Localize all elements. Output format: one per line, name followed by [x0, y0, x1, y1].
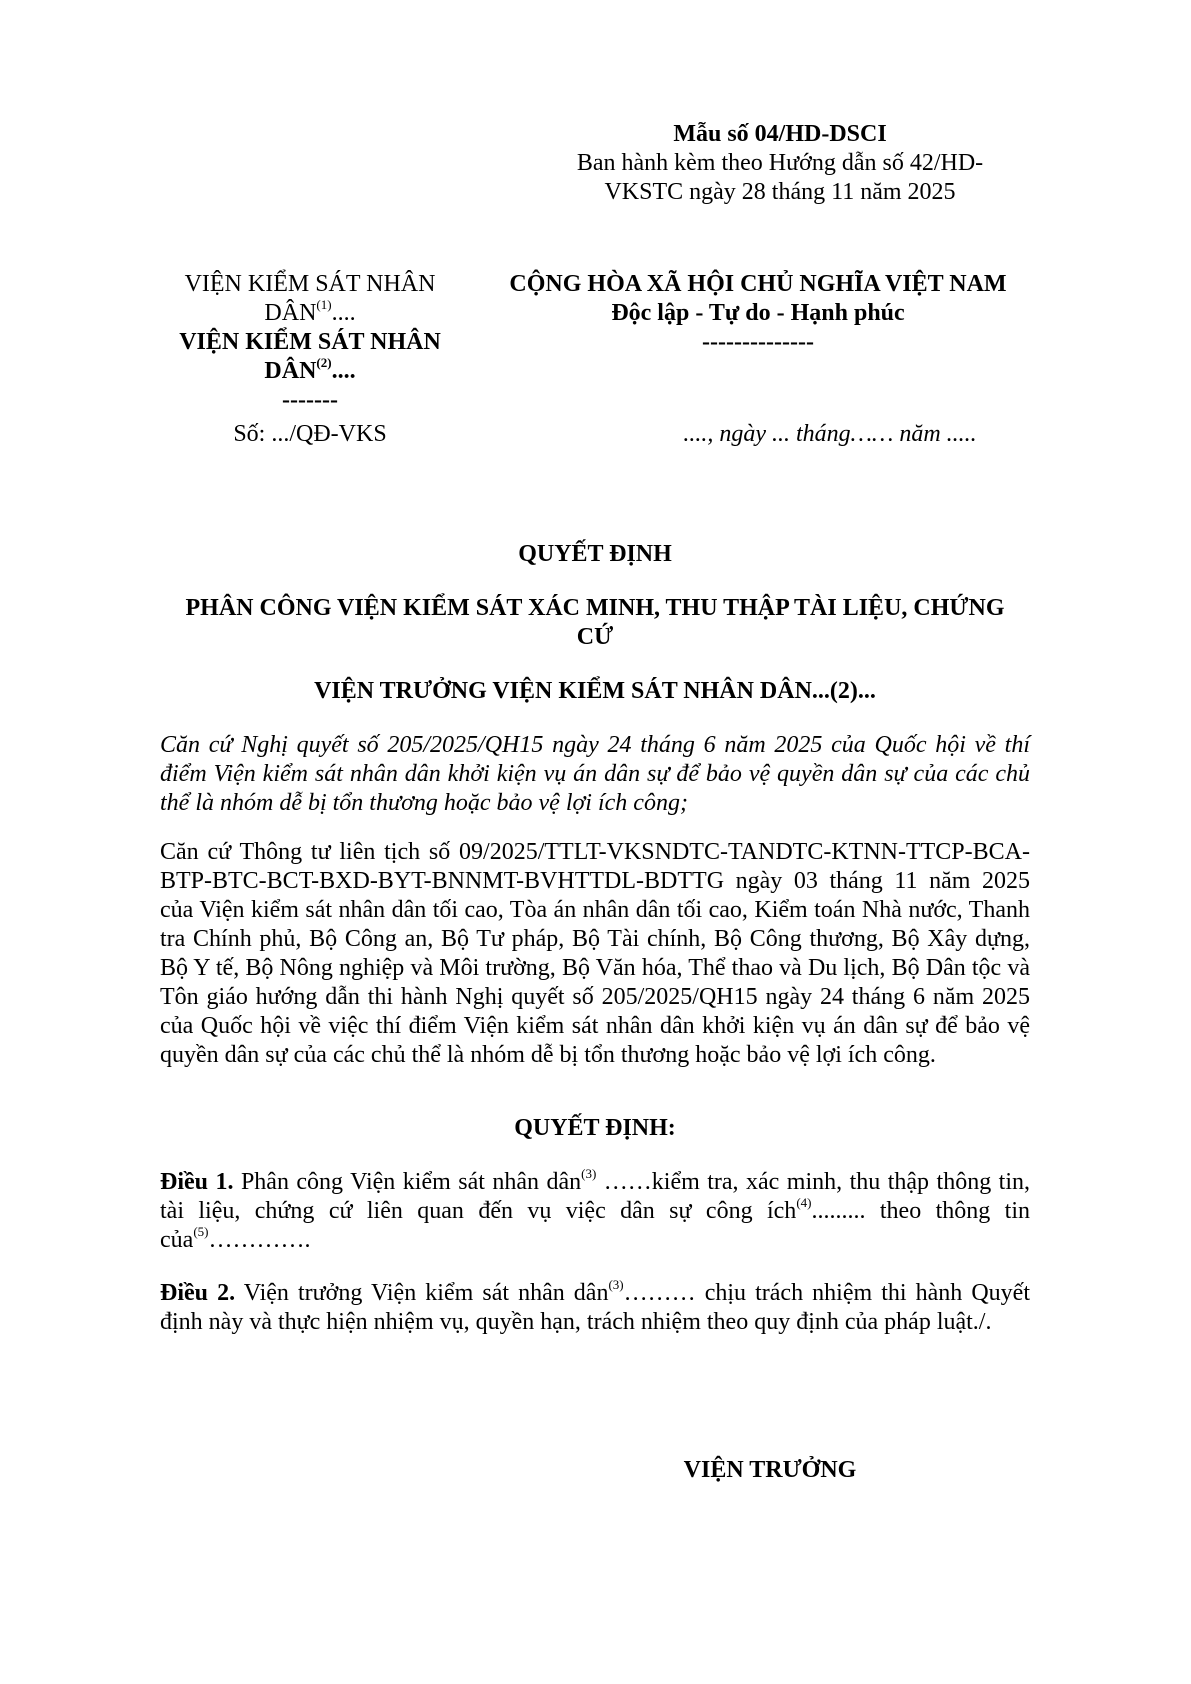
issuer-agency-line1: VIỆN KIỂM SÁT NHÂN [179, 329, 441, 355]
national-header [468, 270, 1048, 357]
place-date: ...., ngày ... tháng…… năm ..... [683, 421, 977, 447]
article-1-label: Điều 1. [160, 1169, 234, 1195]
signer-title: VIỆN TRƯỞNG [683, 1457, 857, 1483]
parent-agency-line1: VIỆN KIỂM SÁT NHÂN [184, 271, 436, 297]
article-2: Điều 2. Viện trưởng Viện kiểm sát nhân dân$^{(3)}$……… chịu trách nhiệm thi hành Quyết định này và thực hiện nhiệm vụ, quyền hạn, trách nhiệm theo quy định của pháp luật./. [160, 1277, 1030, 1335]
decision-heading: QUYẾT ĐỊNH: [514, 1115, 676, 1141]
agency-header [160, 270, 460, 415]
article-1: Điều 1. Phân công Viện kiểm sát nhân dân$^{(3)}$ ……kiểm tra, xác minh, thu thập thông tin, tài liệu, chứng cứ liên quan đến vụ việc dân sự công ích$^{(4)}$......... theo thông tin của$^{(5)}$…………. [160, 1166, 1030, 1253]
footnote-ref-2: (2) [316, 355, 332, 370]
footnote-ref-3: (3) [581, 1166, 597, 1181]
document-subject [160, 594, 1030, 652]
form-issued-line2: VKSTC ngày 28 tháng 11 năm 2025 [604, 179, 956, 205]
footnote-ref-4: (4) [796, 1195, 812, 1210]
national-rule: -------------- [702, 329, 814, 355]
legal-basis-1: Căn cứ Nghị quyết số 205/2025/QH15 ngày 24 tháng 6 năm 2025 của Quốc hội về thí điểm Viện kiểm sát nhân dân khởi kiện vụ án dân sự để bảo vệ quyền dân sự của các chủ thể là nhóm dễ bị tổn thương hoặc bảo vệ lợi ích công; [160, 732, 1030, 816]
legal-basis-2: Căn cứ Thông tư liên tịch số 09/2025/TTLT-VKSNDTC-TANDTC-KTNN-TTCP-BCA-BTP-BTC-BCT-BXD-BYT-BNNMT-BVHTTDL-BDTTG ngày 03 tháng 11 năm 2025 của Viện kiểm sát nhân dân tối cao, Tòa án nhân dân tối cao, Kiểm toán Nhà nước, Thanh tra Chính phủ, Bộ Công an, Bộ Tư pháp, Bộ Tài chính, Bộ Công thương, Bộ Xây dựng, Bộ Y tế, Bộ Nông nghiệp và Môi trường, Bộ Văn hóa, Thể thao và Du lịch, Bộ Dân tộc và Tôn giáo hướng dẫn thi hành Nghị quyết số 205/2025/QH15 ngày 24 tháng 6 năm 2025 của Quốc hội về việc thí điểm Viện kiểm sát nhân dân khởi kiện vụ án dân sự để bảo vệ quyền dân sự của các chủ thể là nhóm dễ bị tổn thương hoặc bảo vệ lợi ích công. [160, 839, 1030, 1068]
form-code-block [560, 120, 1000, 207]
form-issued-line1: Ban hành kèm theo Hướng dẫn số 42/HD- [576, 150, 984, 176]
document-number: Số: .../QĐ-VKS [233, 421, 387, 447]
issuing-authority: VIỆN TRƯỞNG VIỆN KIỂM SÁT NHÂN DÂN...(2)... [314, 678, 876, 704]
national-title: CỘNG HÒA XÃ HỘI CHỦ NGHĨA VIỆT NAM [509, 271, 1007, 297]
document-type: QUYẾT ĐỊNH [518, 541, 672, 567]
subject-line2: CỨ [576, 624, 614, 650]
subject-line1: PHÂN CÔNG VIỆN KIỂM SÁT XÁC MINH, THU THẬP TÀI LIỆU, CHỨNG [185, 595, 1005, 621]
footnote-ref-3b: (3) [608, 1277, 624, 1292]
agency-rule: ------- [282, 387, 338, 413]
issuer-agency-line2: DÂN$^{(2)}$.... [264, 355, 356, 384]
article-2-label: Điều 2. [160, 1280, 236, 1306]
footnote-ref-5: (5) [193, 1224, 209, 1239]
national-motto: Độc lập - Tự do - Hạnh phúc [611, 300, 905, 326]
form-code: Mẫu số 04/HD-DSCI [673, 121, 887, 147]
footnote-ref-1: (1) [316, 297, 332, 312]
parent-agency-line2: DÂN$^{(1)}$.... [264, 297, 356, 326]
